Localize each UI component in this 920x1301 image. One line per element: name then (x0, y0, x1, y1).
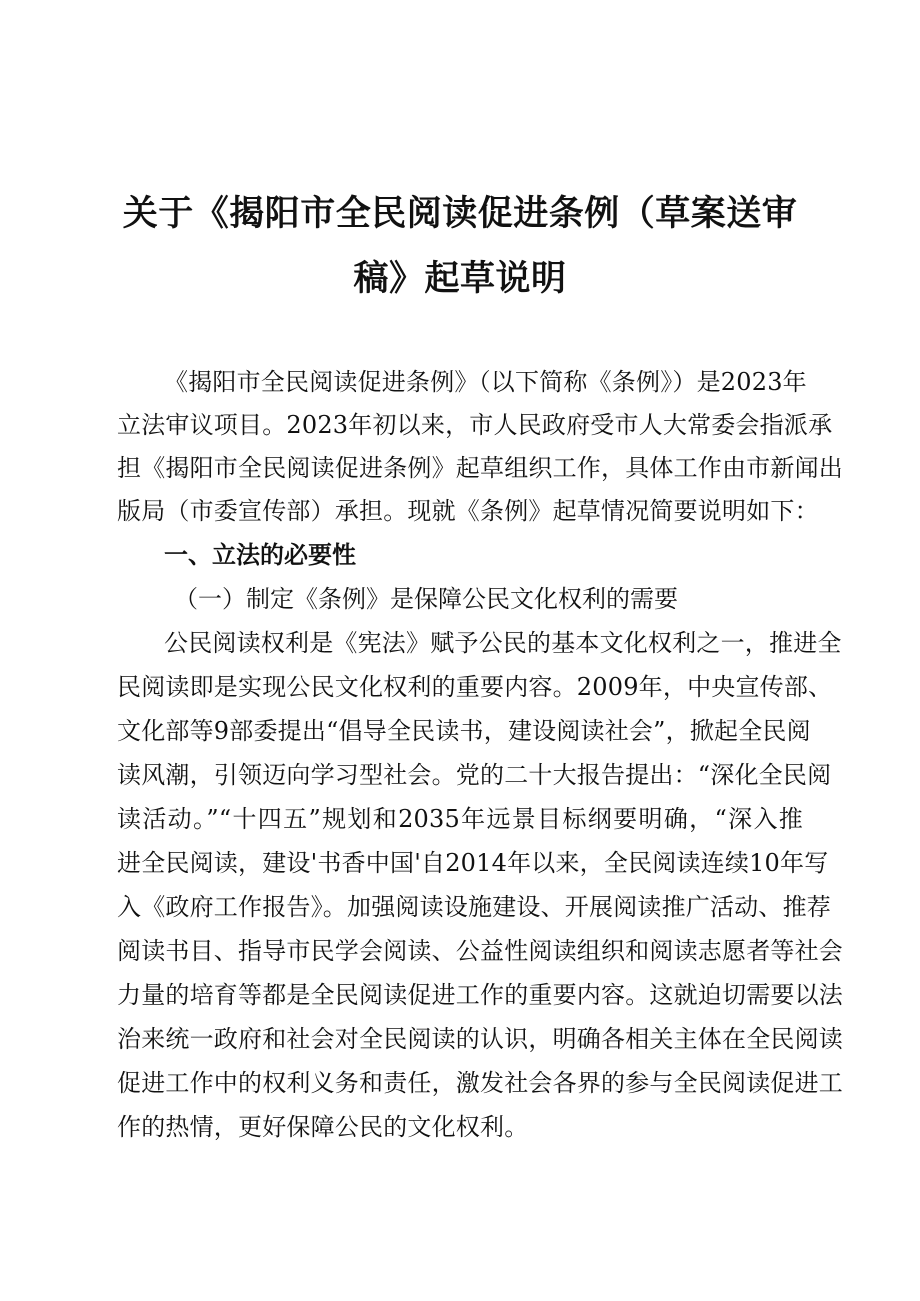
subsection-heading: （一）制定《条例》是保障公民文化权利的需要 (174, 585, 678, 613)
body-paragraph-line: 阅读书目、指导市民学会阅读、公益性阅读组织和阅读志愿者等社会 (117, 937, 843, 965)
body-paragraph-line: 公民阅读权利是《宪法》赋予公民的基本文化权利之一，推进全 (164, 629, 842, 657)
document-title-line-2: 稿》起草说明 (353, 259, 567, 299)
body-paragraph-line: 民阅读即是实现公民文化权利的重要内容。2009年，中央宣传部、 (117, 673, 833, 701)
body-paragraph-line: 作的热情，更好保障公民的文化权利。 (117, 1113, 529, 1141)
body-paragraph-line: 治来统一政府和社会对全民阅读的认识，明确各相关主体在全民阅读 (117, 1025, 843, 1053)
intro-paragraph-line: 立法审议项目。2023年初以来，市人民政府受市人大常委会指派承 (117, 411, 833, 439)
body-paragraph-line: 读风潮，引领迈向学习型社会。党的二十大报告提出：“深化全民阅 (117, 761, 832, 789)
body-paragraph-line: 力量的培育等都是全民阅读促进工作的重要内容。这就迫切需要以法 (117, 981, 843, 1009)
intro-paragraph-line: 担《揭阳市全民阅读促进条例》起草组织工作，具体工作由市新闻出 (117, 454, 843, 482)
body-paragraph-line: 读活动。”“十四五”规划和2035年远景目标纲要明确，“深入推 (117, 805, 803, 833)
document-title-line-1: 关于《揭阳市全民阅读促进条例（草案送审 (122, 194, 798, 234)
body-paragraph-line: 促进工作中的权利义务和责任，激发社会各界的参与全民阅读促进工 (117, 1069, 843, 1097)
intro-paragraph-line: 版局（市委宣传部）承担。现就《条例》起草情况简要说明如下： (117, 497, 819, 525)
section-heading: 一、立法的必要性 (164, 541, 356, 569)
body-paragraph-line: 进全民阅读，建设'书香中国'自2014年以来，全民阅读连续10年写 (117, 849, 829, 877)
body-paragraph-line: 入《政府工作报告》。加强阅读设施建设、开展阅读推广活动、推荐 (117, 893, 831, 921)
intro-paragraph-line: 《揭阳市全民阅读促进条例》（以下简称《条例》）是2023年 (164, 368, 807, 396)
body-paragraph-line: 文化部等9部委提出“倡导全民读书，建设阅读社会”，掀起全民阅 (117, 717, 811, 745)
